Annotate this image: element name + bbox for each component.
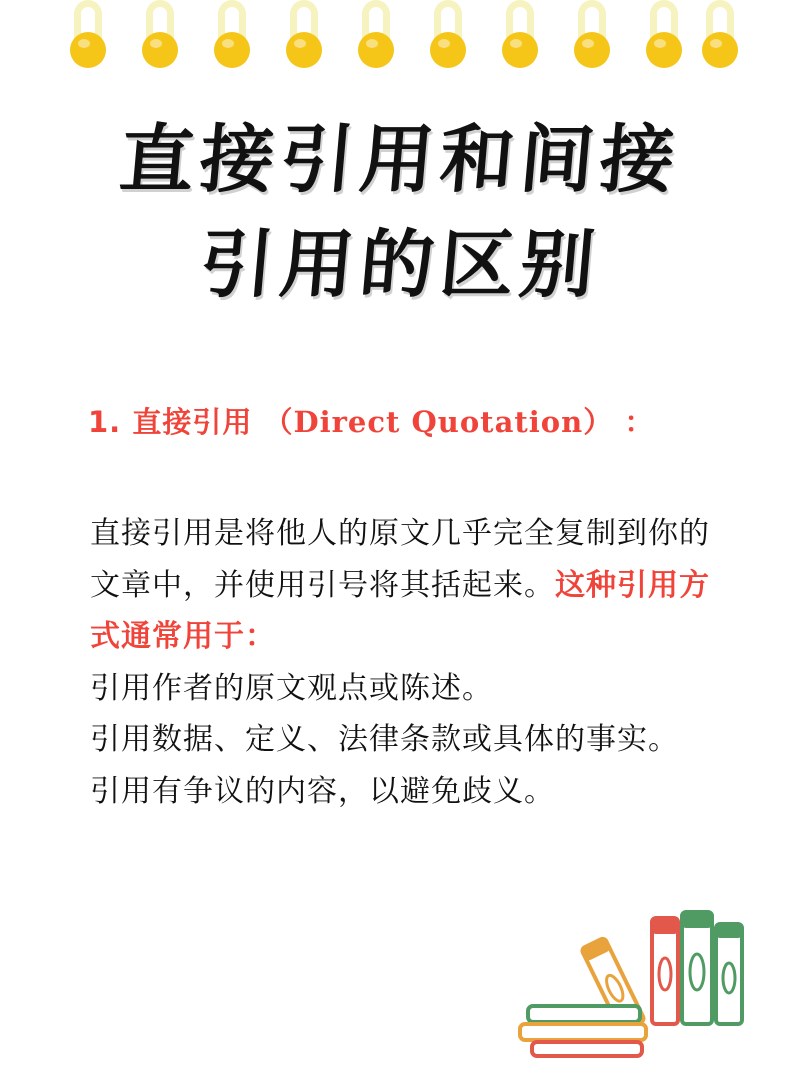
spiral-ring	[284, 0, 324, 74]
section-heading	[88, 400, 728, 441]
ring-bead	[286, 32, 322, 68]
ring-bead	[430, 32, 466, 68]
ring-bead	[646, 32, 682, 68]
list-item: 引用作者的原文观点或陈述。	[90, 670, 493, 706]
body-content	[90, 508, 740, 818]
spiral-ring	[68, 0, 108, 74]
list-item: 引用有争议的内容，以避免歧义。	[90, 773, 555, 809]
paragraph-highlight: 这种引用方式通常用于：	[90, 567, 710, 655]
spiral-ring	[644, 0, 684, 74]
spiral-ring	[572, 0, 612, 74]
spiral-ring	[700, 0, 740, 74]
ring-bead	[214, 32, 250, 68]
ring-bead	[702, 32, 738, 68]
section-label-cn: 直接引用	[132, 405, 253, 439]
stacked-books-icon	[502, 908, 772, 1058]
ring-bead	[358, 32, 394, 68]
spiral-ring	[356, 0, 396, 74]
ring-bead	[142, 32, 178, 68]
ring-bead	[574, 32, 610, 68]
title-line-2: 引用的区别	[196, 222, 604, 309]
list-item: 引用数据、定义、法律条款或具体的事实。	[90, 722, 679, 758]
ring-bead	[502, 32, 538, 68]
spiral-ring	[428, 0, 468, 74]
page-title	[0, 108, 800, 318]
paragraph-direct-quotation	[90, 508, 740, 663]
spiral-ring	[500, 0, 540, 74]
paragraph-text: 直接引用是将他人的原文几乎完全复制到你的文章中，并使用引号将其括起来。	[90, 516, 710, 603]
spiral-ring	[212, 0, 252, 74]
section-label-en: （Direct Quotation）	[263, 405, 614, 439]
section-number: 1.	[88, 405, 122, 439]
ring-bead	[70, 32, 106, 68]
spiral-binding	[0, 0, 800, 90]
spiral-ring	[140, 0, 180, 74]
title-line-1: 直接引用和间接	[116, 117, 684, 203]
section-colon: ：	[624, 405, 655, 439]
